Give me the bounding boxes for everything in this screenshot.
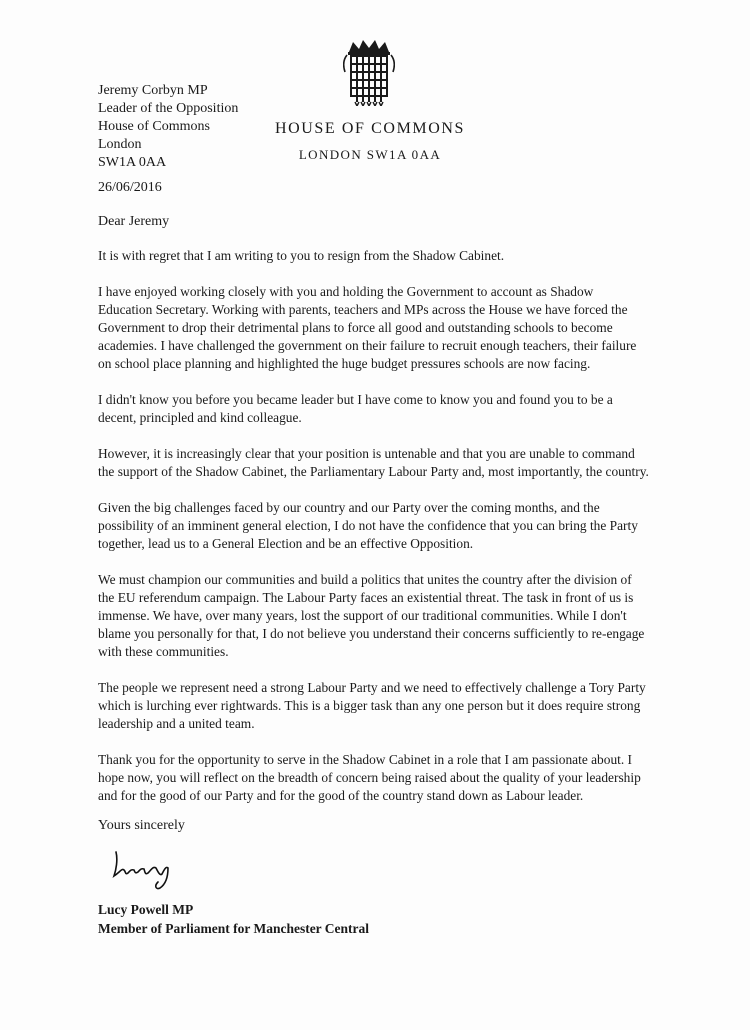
recipient-line: Jeremy Corbyn MP (98, 83, 208, 98)
letterhead-title: HOUSE OF COMMONS (274, 120, 466, 137)
signature (108, 842, 188, 892)
letter-body (98, 247, 650, 823)
body-paragraph: It is with regret that I am writing to you to resign from the Shadow Cabinet. (98, 248, 505, 263)
recipient-line: House of Commons (98, 119, 210, 134)
body-paragraph: I didn't know you before you became leader but I have come to know you and found you to be a decent, principled and kind colleague. (98, 392, 613, 425)
recipient-line: London (98, 137, 142, 152)
body-paragraph: We must champion our communities and build a politics that unites the country after the division of the EU referendum campaign. The Labour Party faces an existential threat. The task in front of us is immense. We have, over many years, lost the support of our traditional communities. While I don't blame you personally for that, I do not believe you understand their concerns sufficiently to re-engage with these communities. (98, 572, 645, 659)
salutation: Dear Jeremy (98, 214, 170, 229)
body-paragraph: Given the big challenges faced by our country and our Party over the coming months, and the possibility of an imminent general election, I do not have the confidence that you can bring the Party together, lead us to a General Election and be an effective Opposition. (98, 500, 638, 551)
signer-block (98, 900, 369, 938)
body-paragraph: The people we represent need a strong Labour Party and we need to effectively challenge a Tory Party which is lurching ever rightwards. This is a bigger task than any one person but it does require strong leadership and a united team. (98, 680, 646, 731)
body-paragraph: However, it is increasingly clear that your position is untenable and that you are unable to command the support of the Shadow Cabinet, the Parliamentary Labour Party and, most importantly, the country. (98, 446, 649, 479)
body-paragraph: Thank you for the opportunity to serve in the Shadow Cabinet in a role that I am passionate about. I hope now, you will reflect on the breadth of concern being raised about the quality of your leadership and for the good of our Party and for the good of the country stand down as Labour leader. (98, 752, 641, 803)
recipient-line: Leader of the Opposition (98, 101, 239, 116)
letter-date: 26/06/2016 (98, 180, 162, 195)
recipient-address (98, 82, 238, 172)
signer-title: Member of Parliament for Manchester Central (98, 921, 370, 936)
letterhead-address: LONDON SW1A 0AA (298, 147, 442, 162)
recipient-line: SW1A 0AA (98, 155, 167, 170)
closing: Yours sincerely (98, 818, 185, 833)
letterhead (270, 118, 470, 164)
body-paragraph: I have enjoyed working closely with you and holding the Government to account as Shadow Education Secretary. Working with parents, teachers and MPs across the House we have forced the Government to drop their detrimental plans to force all good and outstanding schools to become academies. I have challenged the government on their failure to recruit enough teachers, their failure on school place planning and highlighted the huge budget pressures schools are now facing. (98, 284, 637, 371)
signer-name: Lucy Powell MP (98, 902, 194, 917)
portcullis-icon (343, 38, 395, 106)
